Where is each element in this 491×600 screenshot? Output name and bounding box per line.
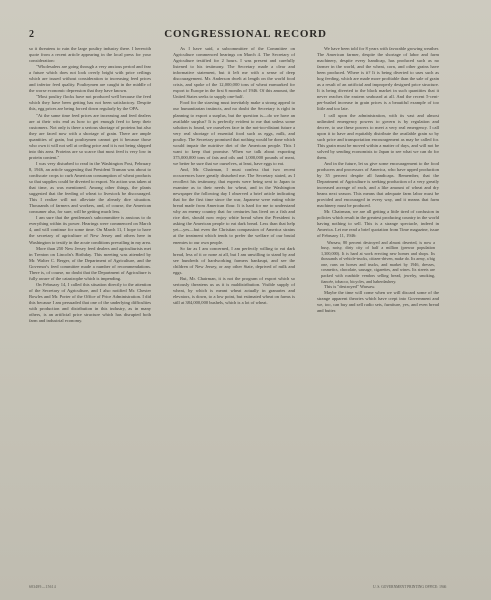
document-slug: 683489—15614 [29, 585, 56, 589]
body-paragraph: And, Mr. Chairman, I must confess that two recent occurrences have greatly disturbed me. The Secretary stated, as I recollect his testimony, that experts were being sent to Japan to examine as to their needs for wheat, and in the Washington newspaper the following day I observed a brief article indicating that for the first time since the war, Japanese were eating white bread made from American flour. It is hard for me to understand why an enemy country that for centuries has lived on a fish and rice diet, should now enjoy white bread when the President is asking the American people to eat dark bread. Less than that help yet—yes—but even the Christian compassion of America strains at the treatment which tends to prefer the welfare of our brutal enemies to our own people. [173, 166, 295, 245]
text-column-middle [173, 46, 295, 306]
body-paragraph: I call upon the administration, with its vast and almost unlimited emergency powers to govern is by regulation and decree, to use these powers to meet a very real emergency. I call upon it to have and equitably distribute the available grain so by such price and transportation encouragement as may be called for. This grain must be moved within a matter of days, and will not be solved by sending economists to Japan to see what we can do for them. [317, 112, 439, 160]
body-paragraph: "Most poultry flocks have not produced well because the feed which they have been getting has not been satisfactory. Despite this, egg prices are being forced down regularly by the OPA. [29, 94, 151, 112]
body-paragraph: I am sure that the gentleman's subcommittee is anxious to do everything within its power. Hearings were commenced on March 4, and will continue for some time. On March 11, I hope to have the secretary of agriculture of New Jersey and others here in Washington to testify in the acute conditions prevailing in my area. [29, 215, 151, 245]
body-paragraph: "At the same time feed prices are increasing and feed dealers are at their wits end as how to get enough feed to keep their customers. Not only is there a serious shortage of proteins but also they are faced now with a shortage of grain. There are ample quantities of grain, but poultrymen cannot get it because those who own it will not sell at ceiling price and it is not being shipped into this area. Proteins are so scarce that most feed is very low in protein content." [29, 112, 151, 160]
body-paragraph: Food for the starving must inevitably make a strong appeal to our humanitarian instincts, and no doubt the Secretary is right in planning to export a surplus, but the question is—do we have an available surplus? It is perfectly evident to me that unless some solution is found, we ourselves face in the not-too-distant future a very real shortage of essential food such as eggs, milk, and poultry. The Secretary promised that nothing would be done which would impair the nutritive diet of the American people. This I want to keep that promise. When we talk about exporting 375,000,000 tons of fats and oils and 1,000,000 pounds of meat, we better be sure that we ourselves, at least, have eggs to eat. [173, 100, 295, 166]
page-header [0, 0, 491, 44]
body-paragraph: But, Mr. Chairman, it is not the program of export which so seriously threatens us as it is maldistribution. Visible supply of wheat, by which is meant wheat actually in granaries and elevators, is down, to a low point, but estimated wheat on farms is still at 384,000,000 bushels, which is a lot of wheat. [173, 275, 295, 305]
body-paragraph: We have been told for 8 years with favorable growing weather. The American farmer, despite the shortage of labor and farm machinery, despite every handicap, has produced such as no farmer in the world, and the wheat, corn, and other grains have been produced. Where is it? It is being diverted to uses such as hog feeding, which are made more profitable than the sale of grain as a result of an artificial and improperly designed price structure. It is being diverted to the black market in such quantities that it never reaches the eastern seaboard at all. And the recent 5-cent-per-bushel increase in grain prices is a beautiful example of too little and too late. [317, 46, 439, 112]
body-paragraph: I was very disturbed to read in the Washington Post, February 8, 1946, an article suggesting that President Truman was about to confiscate crops to curb American consumption of wheat products so that supplies could be diverted to export. No action was taken at that time, as was mentioned. Among other things, the plants suggested that the feeding of wheat to livestock be discouraged. This I realize will not alleviate the already dire situation. Thousands of farmers and workers, and, of course, the American consumer also, for sure, will be getting much less. [29, 160, 151, 215]
page-number: 2 [29, 29, 35, 40]
body-paragraph: so it threatens to ruin the large poultry industry there. I herewith quote from a recent article appearing in the local press for your consideration: [29, 46, 151, 64]
body-paragraph: So far as I am concerned, I am perfectly willing to eat dark bread, less of it or none at all, but I am unwilling to stand by and see hundreds of hardworking farmers bankrupt, and see the children of New Jersey, or any other State, deprived of milk and eggs. [173, 245, 295, 275]
body-paragraph: This is "destroyed" Warsaw. [324, 284, 376, 290]
text-column-right [317, 46, 439, 314]
quoted-passage: Warsaw, 80 percent destroyed and almost deserted, is now a busy, noisy, dirty city of half a million (prewar population 1,300,000). It is hard at work erecting new homes and shops. Its thousands of vehicle-trucks, citizen-driven, make do. Its army, a big one, runs on horses and trucks, and market by 1946, dresses, cosmetics, chocolate, sausage, cigarettes, and wines. Its streets are packed with roadside vendors selling bread, jewelry, smoking, fiancée, tobacco, bicycles, and haberdashery. [321, 239, 435, 284]
body-paragraph: More than 250 New Jersey feed dealers and agriculturists met in Trenton on Lincoln's Birthday. This meeting was attended by Mr. Walter C. Berger, of the Department of Agriculture, and the Governor's feed committee made a number of recommendations. There is, of course, no doubt that the Department of Agriculture is fully aware of the catastrophe which is impending. [29, 245, 151, 281]
body-paragraph: And in the future, let us give some encouragement to the food producers and processors of America, who have upped production by 35 percent despite all handicaps. Remember, that the Department of Agriculture is seeking production of a very greatly increased acreage of each, and a like amount of wheat and dry beans next season. This means that adequate farm labor must be provided and encouraged in every way, and it means that farm machinery must be produced. [317, 160, 439, 209]
body-paragraph: Maybe the time will come when we will discard some of the strange apparent theories which have crept into Government and we, too, can buy and sell radio sets, furniture, yes, and even bread and butter. [317, 290, 439, 314]
text-column-left [29, 46, 151, 324]
body-paragraph: "Wholesalers are going through a very anxious period and fear a future which does not look overly bright with price ceilings which are issued without consideration to increasing feed prices and inferior feed quality. Poultrymen are caught in the middle of the worse economic depression that they have known. [29, 64, 151, 94]
printing-office-line: U. S. GOVERNMENT PRINTING OFFICE: 1946 [373, 585, 447, 589]
body-paragraph: On February 14, I called this situation directly to the attention of the Secretary of Agriculture, and I also notified Mr. Chester Bowles and Mr. Porter of the Office of Price Administration. I did this because I am persuaded that one of the underlying difficulties with production and distribution in this industry, as in many others, is an artificial price structure which has disrupted both farm and industrial economy. [29, 281, 151, 324]
body-paragraph: As I have said, a subcommittee of the Committee on Agriculture commenced hearings on March 4. The Secretary of Agriculture testified for 2 hours. I was present and carefully listened to his testimony. The Secretary made a clear and informative statement, but it left me with a sense of deep discouragement. Mr. Anderson dwelt at length on the world food crisis, and spoke of the 12,000,000 tons of wheat earmarked for export to Europe in the first 6 months of 1946. Of this amount, the United States seeks to supply one-half. [173, 46, 295, 100]
running-head: CONGRESSIONAL RECORD [164, 28, 327, 40]
body-paragraph: Mr. Chairman, we are all getting a little tired of confusion in policies which result in the greatest producing country in the world having nothing to sell. This is a strange spectacle, indeed in America. Let me read a brief quotation from Time magazine, issue of February 11, 1946: [317, 209, 439, 239]
